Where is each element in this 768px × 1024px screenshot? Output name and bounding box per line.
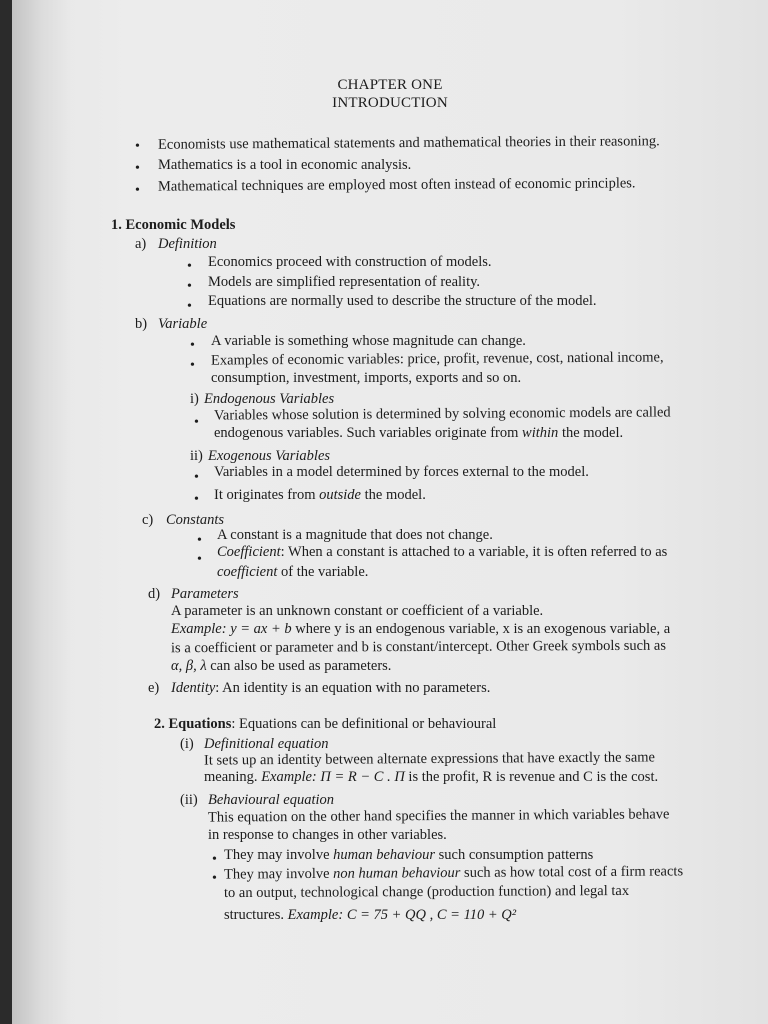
bullet-dot: • — [190, 358, 195, 373]
bullet-dot: • — [197, 552, 202, 567]
behavioural-title: Behavioural equation — [208, 792, 335, 808]
endogenous-label: i) — [190, 391, 199, 407]
parameters-line-1: A parameter is an unknown constant or coefficient of a variable. — [171, 603, 544, 619]
exogenous-title: Exogenous Variables — [208, 448, 331, 464]
bullet-dot: • — [135, 161, 140, 176]
constants-bullet-1: A constant is a magnitude that does not change. — [217, 527, 493, 543]
variable-bullet-2-line-1: Examples of economic variables: price, profit, revenue, cost, national income, — [210, 349, 664, 369]
subsection-d-label: d) — [148, 586, 161, 602]
identity-line: Identity: An identity is an equation with no parameters. — [171, 680, 491, 696]
behavioural-label: (ii) — [180, 792, 198, 808]
section-2-heading: 2. Equations: Equations can be definitional or behavioural — [154, 716, 497, 732]
bullet-dot: • — [194, 470, 199, 485]
bullet-dot: • — [187, 259, 192, 274]
variable-bullet-1: A variable is something whose magnitude can change. — [211, 333, 526, 349]
intro-bullet-1: Economists use mathematical statements and mathematical theories in their reasoning. — [157, 133, 660, 153]
variable-bullet-2-line-2: consumption, investment, imports, exports and so on. — [211, 370, 522, 386]
bullet-dot: • — [190, 338, 195, 353]
subsection-a-title: Definition — [158, 236, 217, 252]
endogenous-line-1: Variables whose solution is determined by solving economic models are called — [213, 404, 671, 424]
definitional-line-1: It sets up an identity between alternate expressions that have exactly the same — [203, 749, 656, 769]
bullet-dot: • — [197, 533, 202, 548]
bullet-dot: • — [135, 139, 140, 154]
section-1-heading: 1. Economic Models — [111, 217, 236, 233]
bullet-dot: • — [135, 183, 140, 198]
definition-bullet-1: Economics proceed with construction of models. — [208, 254, 492, 270]
subsection-a-label: a) — [135, 236, 147, 252]
definitional-line-2: meaning. Example: Π = R − C . Π is the profit, R is revenue and C is the cost. — [204, 769, 659, 785]
behavioural-bullet-2-line-2: to an output, technological change (production function) and legal tax — [223, 882, 630, 902]
bullet-dot: • — [194, 492, 199, 507]
subsection-c-label: c) — [142, 512, 154, 528]
behavioural-bullet-2-line-1: They may involve non human behaviour such as how total cost of a firm reacts — [223, 863, 684, 883]
bullet-dot: • — [212, 871, 217, 886]
page-gutter-shadow — [12, 0, 72, 1024]
definitional-title: Definitional equation — [204, 736, 329, 752]
endogenous-line-2: endogenous variables. Such variables originate from within the model. — [214, 425, 624, 441]
chapter-title: INTRODUCTION — [332, 95, 448, 111]
bullet-dot: • — [187, 279, 192, 294]
subsection-b-title: Variable — [158, 316, 208, 332]
endogenous-title: Endogenous Variables — [204, 391, 335, 407]
constants-bullet-2-line-1: Coefficient: When a constant is attached to a variable, it is often referred to as — [217, 544, 668, 560]
subsection-d-title: Parameters — [171, 586, 239, 602]
intro-bullet-2: Mathematics is a tool in economic analysis. — [158, 157, 412, 173]
behavioural-line-1: This equation on the other hand specifies the manner in which variables behave — [207, 806, 670, 826]
intro-bullet-3: Mathematical techniques are employed most often instead of economic principles. — [157, 175, 636, 195]
subsection-e-label: e) — [148, 680, 160, 696]
parameters-line-3: is a coefficient or parameter and b is constant/intercept. Other Greek symbols such as — [170, 637, 667, 657]
behavioural-bullet-2-line-3: structures. Example: C = 75 + QQ , C = 110 + Q² — [224, 907, 517, 923]
exogenous-bullet-2: It originates from outside the model. — [214, 487, 426, 503]
bullet-dot: • — [212, 852, 217, 867]
behavioural-bullet-1: They may involve human behaviour such consumption patterns — [224, 847, 594, 863]
behavioural-line-2: in response to changes in other variables. — [208, 827, 447, 843]
exogenous-label: ii) — [190, 448, 203, 464]
definitional-label: (i) — [180, 736, 194, 752]
bullet-dot: • — [187, 299, 192, 314]
subsection-b-label: b) — [135, 316, 148, 332]
definition-bullet-2: Models are simplified representation of reality. — [208, 274, 481, 290]
subsection-c-title: Constants — [166, 512, 225, 528]
definition-bullet-3: Equations are normally used to describe the structure of the model. — [208, 293, 597, 309]
parameters-line-2: Example: y = ax + b where y is an endogenous variable, x is an exogenous variable, a — [171, 621, 671, 637]
bullet-dot: • — [194, 415, 199, 430]
constants-bullet-2-line-2: coefficient of the variable. — [217, 564, 369, 580]
exogenous-bullet-1: Variables in a model determined by forces external to the model. — [214, 464, 589, 480]
parameters-line-4: α, β, λ can also be used as parameters. — [171, 658, 392, 674]
document-page — [12, 0, 768, 1024]
chapter-heading: CHAPTER ONE — [337, 77, 443, 93]
